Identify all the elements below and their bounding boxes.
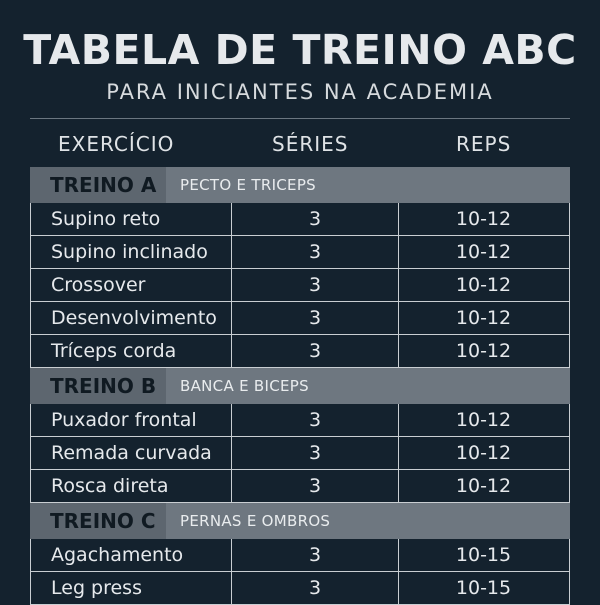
- series-cell: 3: [231, 437, 399, 469]
- section-name: TREINO C: [30, 503, 166, 539]
- table-row: [30, 236, 570, 269]
- section-focus: PERNAS E OMBROS: [180, 512, 331, 530]
- series-cell: 3: [231, 404, 399, 436]
- reps-cell: 10-12: [455, 307, 512, 329]
- reps-cell: 10-12: [455, 409, 512, 431]
- table-row: [30, 437, 570, 470]
- exercise-cell: Crossover: [51, 274, 146, 296]
- table-row: [30, 203, 570, 236]
- reps-cell: 10-12: [455, 340, 512, 362]
- page-subtitle: PARA INICIANTES NA ACADEMIA: [106, 80, 494, 104]
- section-header-treino-a: [30, 167, 570, 203]
- reps-cell: 10-12: [455, 274, 512, 296]
- table-row: [30, 572, 570, 605]
- header-divider: [30, 118, 570, 119]
- exercise-cell: Supino inclinado: [51, 241, 208, 263]
- table-row: [30, 269, 570, 302]
- page-title: TABELA DE TREINO ABC: [23, 26, 577, 74]
- table-row: [30, 404, 570, 437]
- exercise-cell: Puxador frontal: [51, 409, 197, 431]
- reps-cell: 10-12: [455, 241, 512, 263]
- exercise-cell: Remada curvada: [51, 442, 212, 464]
- reps-cell: 10-15: [455, 577, 512, 599]
- exercise-cell: Agachamento: [51, 544, 184, 566]
- series-cell: 3: [231, 269, 399, 301]
- reps-cell: 10-12: [455, 208, 512, 230]
- exercise-cell: Supino reto: [51, 208, 161, 230]
- reps-cell: 10-12: [455, 475, 512, 497]
- exercise-cell: Tríceps corda: [51, 340, 177, 362]
- series-cell: 3: [231, 203, 399, 235]
- column-header-reps: REPS: [456, 132, 512, 156]
- series-cell: 3: [231, 470, 399, 502]
- column-header-series: SÉRIES: [272, 132, 349, 156]
- table-row: [30, 335, 570, 368]
- series-cell: 3: [231, 572, 399, 604]
- section-focus: PECTO E TRICEPS: [180, 176, 317, 194]
- series-cell: 3: [231, 335, 399, 367]
- table-row: [30, 302, 570, 335]
- reps-cell: 10-12: [455, 442, 512, 464]
- section-focus: BANCA E BICEPS: [180, 377, 309, 395]
- section-name: TREINO B: [30, 368, 166, 404]
- workout-table: [30, 167, 570, 605]
- section-header-treino-b: [30, 368, 570, 404]
- exercise-cell: Rosca direta: [51, 475, 169, 497]
- table-row: [30, 539, 570, 572]
- exercise-cell: Leg press: [51, 577, 142, 599]
- exercise-cell: Desenvolvimento: [51, 307, 217, 329]
- series-cell: 3: [231, 302, 399, 334]
- series-cell: 3: [231, 236, 399, 268]
- column-header-exercise: EXERCÍCIO: [58, 132, 175, 156]
- section-header-treino-c: [30, 503, 570, 539]
- reps-cell: 10-15: [455, 544, 512, 566]
- series-cell: 3: [231, 539, 399, 571]
- section-name: TREINO A: [30, 167, 166, 203]
- table-row: [30, 470, 570, 503]
